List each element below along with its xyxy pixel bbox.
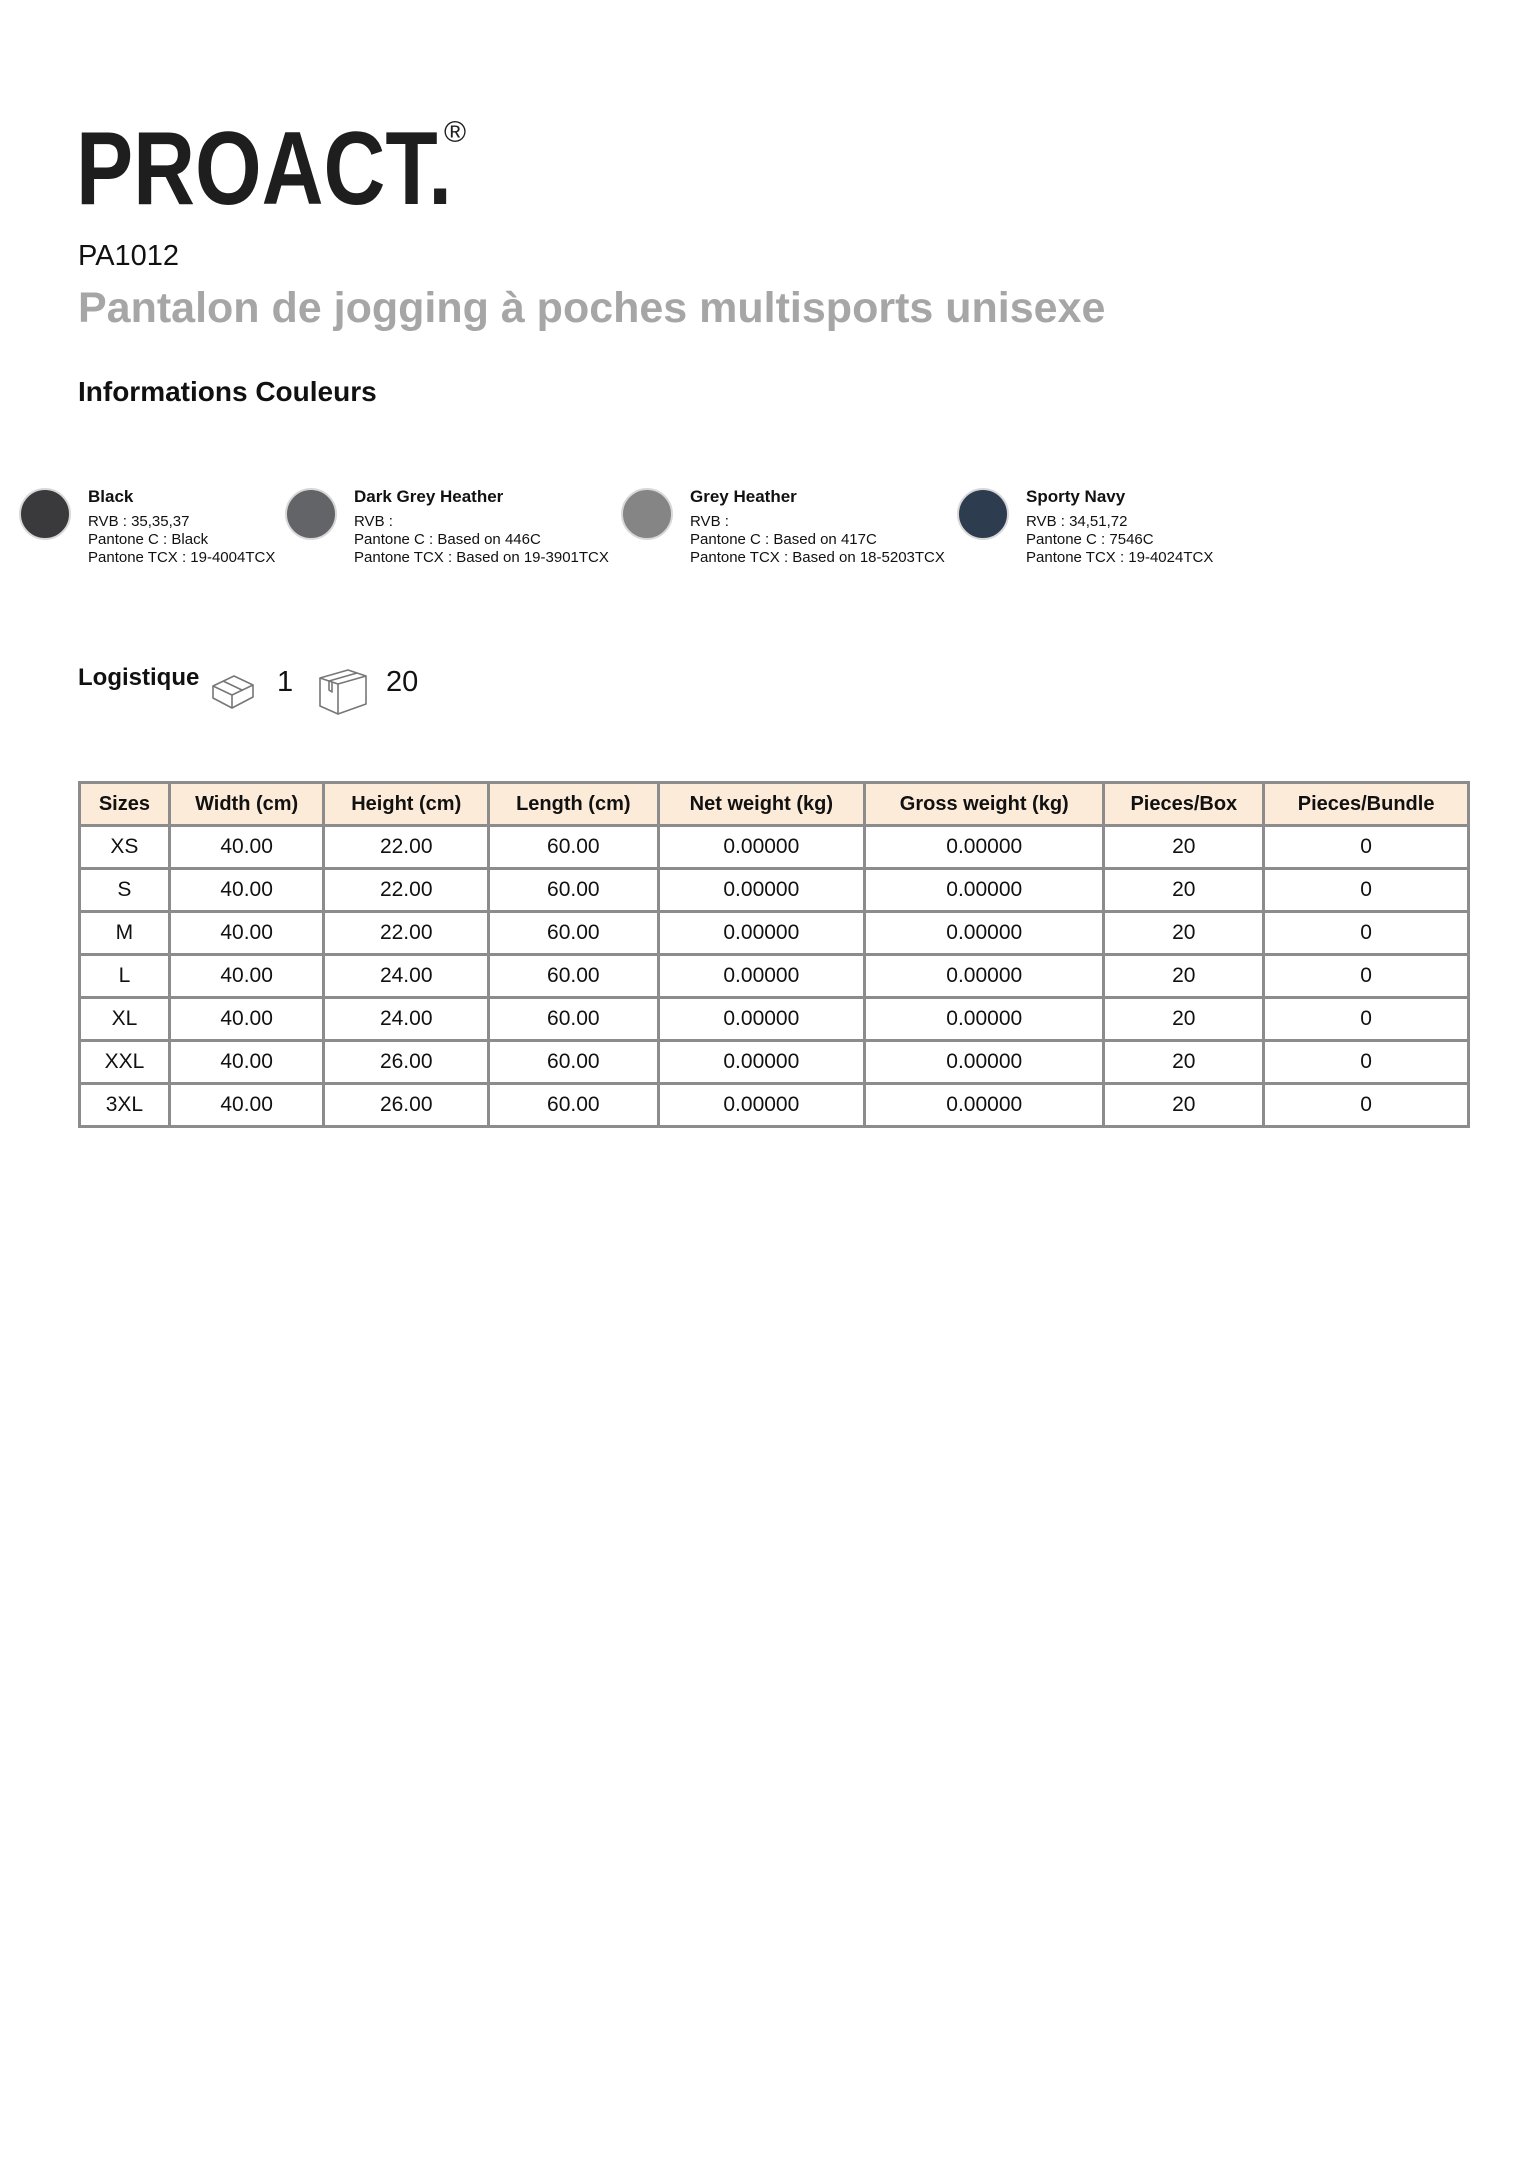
- table-cell: 0.00000: [865, 955, 1104, 998]
- carton-box-icon: [318, 666, 368, 716]
- color-rvb: RVB : 35,35,37: [88, 513, 190, 530]
- bundle-quantity: 1: [277, 666, 294, 698]
- table-cell: 0: [1264, 912, 1469, 955]
- color-rvb: RVB :: [354, 513, 393, 530]
- column-header: Height (cm): [324, 783, 489, 826]
- color-pantone-c: Pantone C : Based on 417C: [690, 531, 877, 548]
- table-cell: 24.00: [324, 998, 489, 1041]
- table-cell: 60.00: [489, 826, 659, 869]
- color-pantone-tcx: Pantone TCX : 19-4004TCX: [88, 549, 276, 566]
- color-name: Sporty Navy: [1026, 487, 1126, 506]
- table-row: [80, 1041, 1469, 1084]
- table-cell: 20: [1104, 1041, 1264, 1084]
- column-header: Net weight (kg): [658, 783, 864, 826]
- table-cell: 20: [1104, 1084, 1264, 1127]
- color-name: Dark Grey Heather: [354, 487, 504, 506]
- table-cell: 40.00: [169, 912, 324, 955]
- table-row: [80, 1084, 1469, 1127]
- table-cell: 24.00: [324, 955, 489, 998]
- table-cell: 0.00000: [658, 955, 864, 998]
- table-cell: 22.00: [324, 912, 489, 955]
- color-swatch-black: [19, 488, 71, 540]
- table-cell: 0: [1264, 1041, 1469, 1084]
- table-cell: 60.00: [489, 912, 659, 955]
- table-cell: L: [80, 955, 170, 998]
- color-info-sporty-navy: [1026, 488, 1213, 567]
- color-swatch-sporty-navy: [957, 488, 1009, 540]
- table-cell: 0.00000: [865, 869, 1104, 912]
- table-cell: 0.00000: [865, 826, 1104, 869]
- package-flat-icon: [210, 672, 256, 712]
- svg-text:®: ®: [444, 116, 467, 149]
- table-cell: 0: [1264, 998, 1469, 1041]
- column-header: Gross weight (kg): [865, 783, 1104, 826]
- column-header: Length (cm): [489, 783, 659, 826]
- column-header: Pieces/Bundle: [1264, 783, 1469, 826]
- table-cell: 3XL: [80, 1084, 170, 1127]
- table-cell: 20: [1104, 955, 1264, 998]
- table-cell: 0: [1264, 826, 1469, 869]
- color-pantone-c: Pantone C : Based on 446C: [354, 531, 541, 548]
- column-header: Sizes: [80, 783, 170, 826]
- color-swatch-grey-heather: [621, 488, 673, 540]
- table-cell: 20: [1104, 998, 1264, 1041]
- column-header: Width (cm): [169, 783, 324, 826]
- table-cell: 26.00: [324, 1084, 489, 1127]
- table-cell: 0.00000: [865, 1084, 1104, 1127]
- table-cell: 60.00: [489, 869, 659, 912]
- color-rvb: RVB :: [690, 513, 729, 530]
- color-name: Grey Heather: [690, 487, 797, 506]
- color-pantone-c: Pantone C : Black: [88, 531, 209, 548]
- table-cell: XL: [80, 998, 170, 1041]
- table-cell: 0.00000: [865, 1041, 1104, 1084]
- color-info-dark-grey-heather: [354, 488, 609, 567]
- table-row: [80, 826, 1469, 869]
- table-cell: 0.00000: [658, 912, 864, 955]
- table-cell: 0.00000: [658, 1084, 864, 1127]
- table-cell: 60.00: [489, 955, 659, 998]
- table-cell: 60.00: [489, 998, 659, 1041]
- column-header: Pieces/Box: [1104, 783, 1264, 826]
- table-cell: XS: [80, 826, 170, 869]
- color-info-grey-heather: [690, 488, 945, 567]
- logistics-title: Logistique: [78, 664, 200, 691]
- table-cell: 22.00: [324, 869, 489, 912]
- table-cell: M: [80, 912, 170, 955]
- table-cell: 0.00000: [658, 826, 864, 869]
- product-code: PA1012: [78, 240, 180, 272]
- color-swatch-dark-grey-heather: [285, 488, 337, 540]
- color-pantone-tcx: Pantone TCX : 19-4024TCX: [1026, 549, 1214, 566]
- table-row: [80, 998, 1469, 1041]
- table-cell: 40.00: [169, 1041, 324, 1084]
- table-cell: 40.00: [169, 1084, 324, 1127]
- table-cell: XXL: [80, 1041, 170, 1084]
- size-table: [78, 781, 1470, 1128]
- table-row: [80, 955, 1469, 998]
- table-cell: 0.00000: [865, 998, 1104, 1041]
- table-cell: 20: [1104, 869, 1264, 912]
- table-cell: 20: [1104, 912, 1264, 955]
- table-cell: 40.00: [169, 869, 324, 912]
- table-cell: 22.00: [324, 826, 489, 869]
- table-cell: 0.00000: [658, 998, 864, 1041]
- color-info-black: [88, 488, 275, 567]
- table-cell: 0: [1264, 1084, 1469, 1127]
- color-pantone-tcx: Pantone TCX : Based on 18-5203TCX: [690, 549, 945, 566]
- table-cell: 0: [1264, 869, 1469, 912]
- table-row: [80, 912, 1469, 955]
- table-cell: 40.00: [169, 826, 324, 869]
- color-pantone-tcx: Pantone TCX : Based on 19-3901TCX: [354, 549, 609, 566]
- colors-section-title: Informations Couleurs: [78, 376, 377, 407]
- table-cell: 20: [1104, 826, 1264, 869]
- table-cell: 60.00: [489, 1041, 659, 1084]
- table-header-row: [80, 783, 1469, 826]
- svg-text:PROACT.: PROACT.: [76, 116, 452, 208]
- table-cell: 40.00: [169, 955, 324, 998]
- box-quantity: 20: [386, 666, 419, 698]
- table-cell: 0: [1264, 955, 1469, 998]
- color-rvb: RVB : 34,51,72: [1026, 513, 1128, 530]
- product-title: Pantalon de jogging à poches multisports unisexe: [78, 284, 1106, 332]
- color-pantone-c: Pantone C : 7546C: [1026, 531, 1154, 548]
- proact-logo: [76, 116, 476, 208]
- color-name: Black: [88, 487, 134, 506]
- table-cell: 0.00000: [865, 912, 1104, 955]
- table-row: [80, 869, 1469, 912]
- table-cell: 60.00: [489, 1084, 659, 1127]
- table-cell: 0.00000: [658, 869, 864, 912]
- table-cell: 40.00: [169, 998, 324, 1041]
- table-cell: S: [80, 869, 170, 912]
- table-cell: 0.00000: [658, 1041, 864, 1084]
- table-cell: 26.00: [324, 1041, 489, 1084]
